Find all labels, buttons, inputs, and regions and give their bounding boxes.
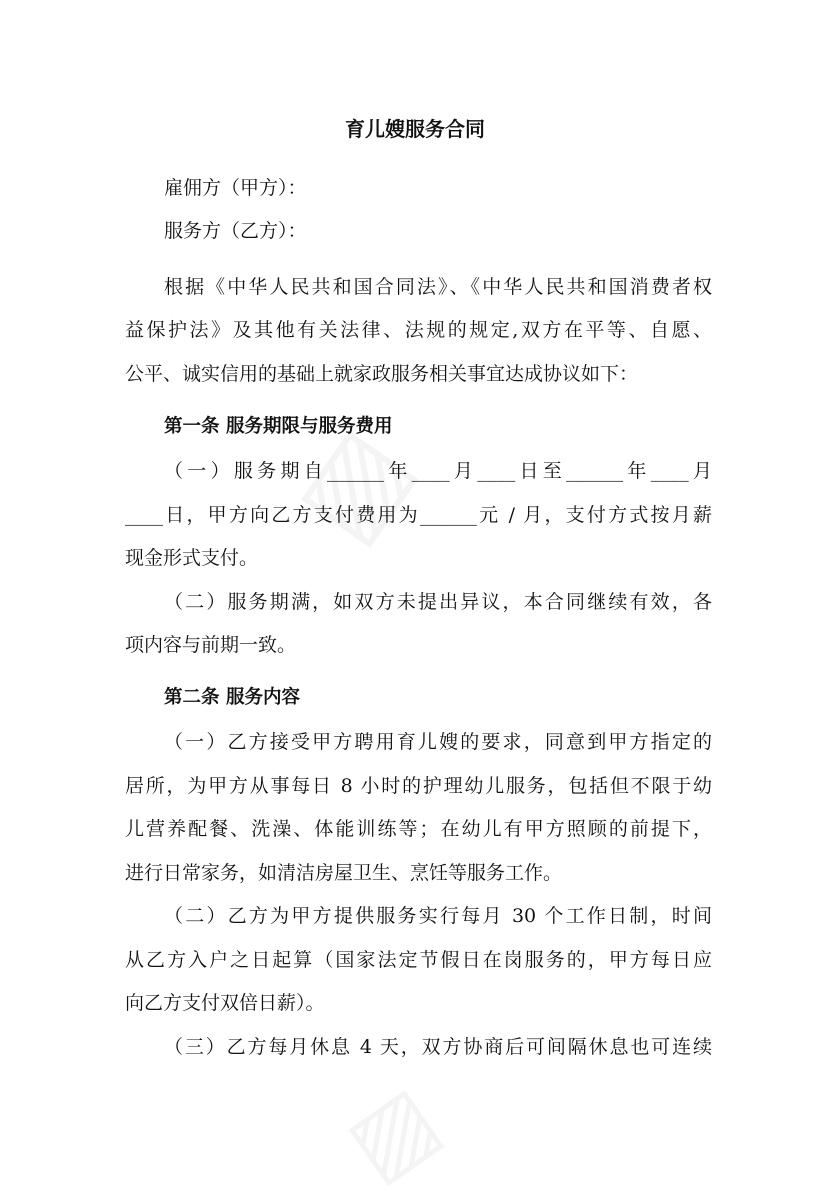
watermark <box>328 1065 458 1200</box>
paragraph-line: 现金形式支付。 <box>125 547 259 569</box>
paragraph-line: 益保护法》及其他有关法律、法规的规定,双方在平等、自愿、 <box>125 319 712 341</box>
paragraph-line: （一）服务期自______年____月____日至______年____月 <box>164 460 712 482</box>
paragraph-line: （三）乙方每月休息 4 天，双方协商后可间隔休息也可连续 <box>164 1036 712 1058</box>
paragraph-line: （一）乙方接受甲方聘用育儿嫂的要求，同意到甲方指定的 <box>164 731 712 753</box>
section-heading: 第一条 服务期限与服务费用 <box>164 416 393 437</box>
party-field: 服务方（乙方）： <box>164 220 307 242</box>
paragraph-line: 向乙方支付双倍日薪）。 <box>125 992 325 1014</box>
paragraph-line: 儿营养配餐、洗澡、体能训练等；在幼儿有甲方照顾的前提下， <box>125 818 712 840</box>
paragraph-line: （二）服务期满，如双方未提出异议，本合同继续有效，各 <box>164 591 712 613</box>
paragraph-line: （二）乙方为甲方提供服务实行每月 30 个工作日制，时间 <box>164 905 712 927</box>
paragraph-line: 进行日常家务，如清洁房屋卫生、烹饪等服务工作。 <box>125 862 563 884</box>
paragraph-line: ____日，甲方向乙方支付费用为______元 / 月，支付方式按月薪 <box>125 504 712 526</box>
section-heading: 第二条 服务内容 <box>164 687 300 708</box>
paragraph-line: 项内容与前期一致。 <box>125 634 297 656</box>
paragraph-line: 居所，为甲方从事每日 8 小时的护理幼儿服务，包括但不限于幼 <box>125 775 712 797</box>
paragraph-line: 从乙方入户之日起算（国家法定节假日在岗服务的，甲方每日应 <box>125 949 712 971</box>
party-field: 雇佣方（甲方）： <box>164 177 307 199</box>
paragraph-line: 根据《中华人民共和国合同法》、《中华人民共和国消费者权 <box>164 276 712 298</box>
document-title: 育儿嫂服务合同 <box>345 117 485 141</box>
paragraph-line: 公平、诚实信用的基础上就家政服务相关事宜达成协议如下： <box>125 363 639 385</box>
